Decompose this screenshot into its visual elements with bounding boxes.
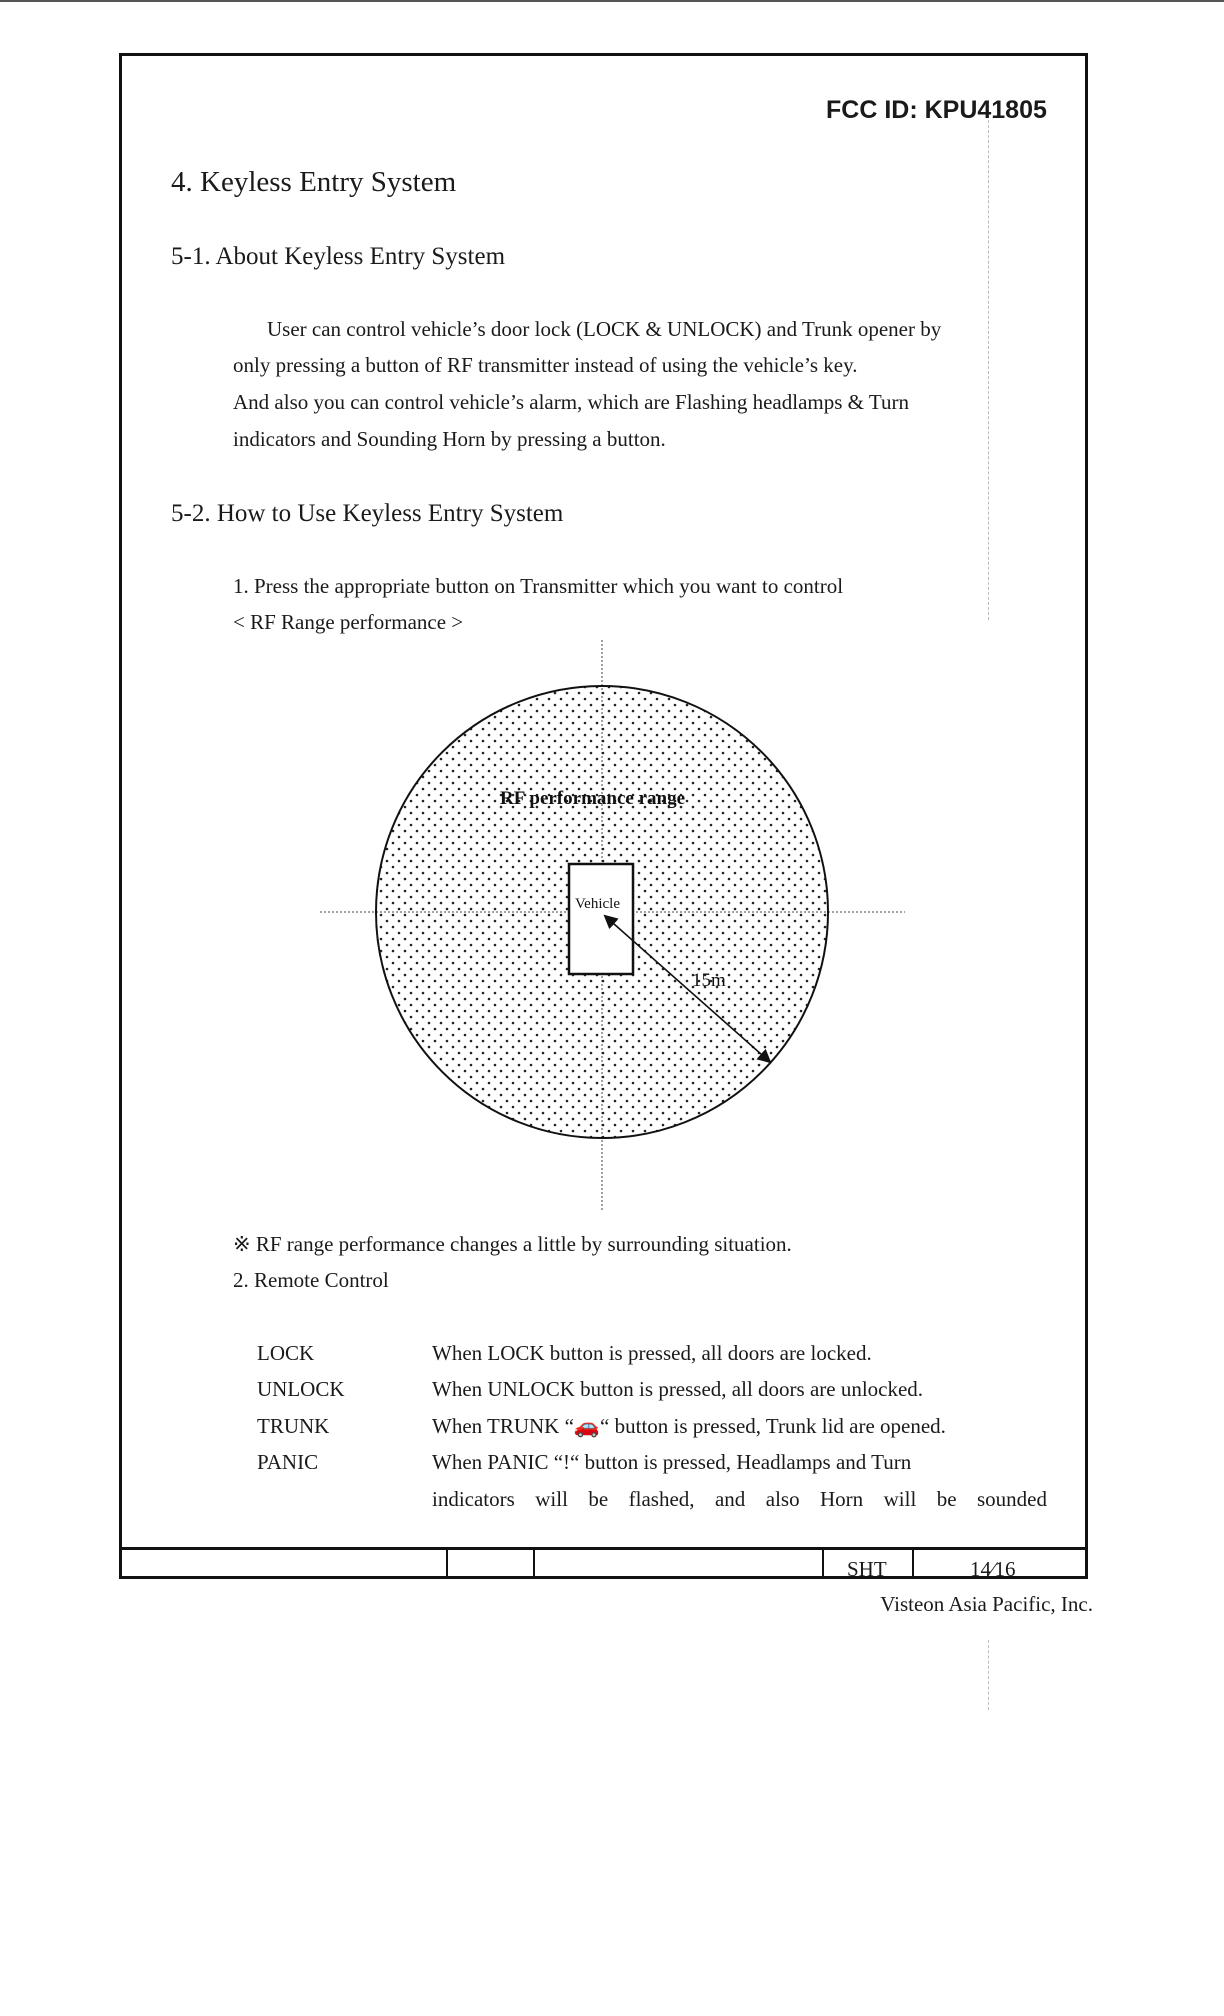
control-desc-panic: When PANIC “!“ button is pressed, Headlamps and Turn xyxy=(432,1450,912,1474)
control-desc-unlock: When UNLOCK button is pressed, all doors are unlocked. xyxy=(432,1377,924,1401)
page-number: 14∕16 xyxy=(970,1557,1016,1581)
scan-top-edge xyxy=(0,0,1224,2)
footer-divider xyxy=(446,1550,448,1579)
control-desc-trunk: When TRUNK “🚗“ button is pressed, Trunk lid are opened. xyxy=(432,1414,946,1438)
subsection-title-howto: 5-2. How to Use Keyless Entry System xyxy=(171,500,564,527)
section-title: 4. Keyless Entry System xyxy=(171,166,457,198)
control-key-panic: PANIC xyxy=(257,1450,319,1474)
range-label: RF performance range xyxy=(500,788,686,809)
vehicle-box xyxy=(569,864,633,974)
control-key-unlock: UNLOCK xyxy=(257,1377,345,1401)
about-paragraph-line: indicators and Sounding Horn by pressing a button. xyxy=(233,427,666,451)
control-key-trunk: TRUNK xyxy=(257,1414,330,1438)
footer-divider xyxy=(822,1550,824,1579)
scan-artifact-line xyxy=(988,1640,989,1710)
rf-range-diagram xyxy=(300,630,920,1220)
about-paragraph-line: only pressing a button of RF transmitter instead of using the vehicle’s key. xyxy=(233,353,858,377)
control-desc-lock: When LOCK button is pressed, all doors are locked. xyxy=(432,1341,872,1365)
vehicle-label: Vehicle xyxy=(575,896,620,912)
about-paragraph-line: User can control vehicle’s door lock (LOCK & UNLOCK) and Trunk opener by xyxy=(267,317,942,341)
remote-heading: 2. Remote Control xyxy=(233,1268,389,1292)
step-1-text: 1. Press the appropriate button on Transmitter which you want to control xyxy=(233,574,844,598)
control-desc-panic-continued: indicators will be flashed, and also Horn will be sounded xyxy=(432,1487,1047,1511)
fcc-id: FCC ID: KPU41805 xyxy=(826,96,1047,124)
subsection-title-about: 5-1. About Keyless Entry System xyxy=(171,243,506,270)
footer-table xyxy=(119,1547,1088,1579)
range-caption: < RF Range performance > xyxy=(233,610,464,634)
footer-divider xyxy=(912,1550,914,1579)
control-key-lock: LOCK xyxy=(257,1341,315,1365)
range-note: ※ RF range performance changes a little by surrounding situation. xyxy=(233,1232,792,1256)
distance-label: 15m xyxy=(692,970,726,991)
sheet-label: SHT xyxy=(847,1557,887,1581)
about-paragraph-line: And also you can control vehicle’s alarm, which are Flashing headlamps & Turn xyxy=(233,390,909,414)
company-name: Visteon Asia Pacific, Inc. xyxy=(880,1592,1093,1616)
footer-divider xyxy=(533,1550,535,1579)
